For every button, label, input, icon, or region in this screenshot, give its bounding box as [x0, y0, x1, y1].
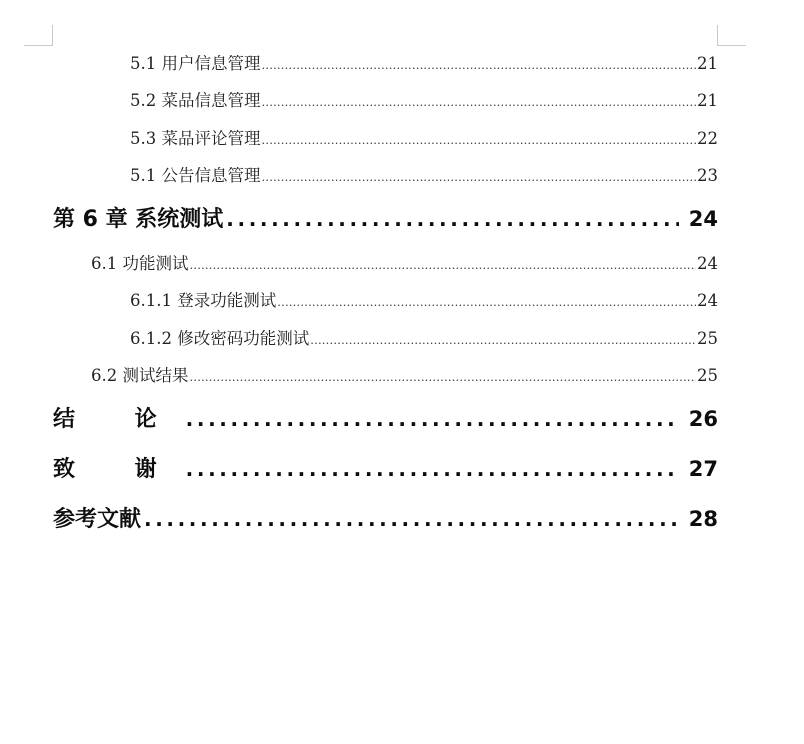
toc-page-number: 25	[697, 329, 718, 348]
toc-entry-title: 5.1 用户信息管理	[130, 54, 261, 73]
toc-entry-5-1-user-info[interactable]	[130, 52, 718, 76]
dot-leader	[186, 453, 679, 485]
toc-chapter-title: 第 6 章 系统测试	[53, 207, 224, 232]
toc-page-number: 23	[697, 166, 718, 185]
toc-page-number: 25	[697, 366, 718, 385]
toc-entry-5-1-notice-info[interactable]	[130, 164, 718, 188]
toc-page-number: 27	[688, 457, 718, 481]
toc-entry-title: 6.1 功能测试	[91, 254, 189, 273]
dot-leader	[262, 128, 697, 152]
toc-chapter-title: 结 论	[53, 407, 183, 432]
dot-leader	[262, 165, 697, 189]
dot-leader	[190, 365, 697, 389]
dot-leader	[310, 328, 696, 352]
toc-page-number: 24	[697, 291, 718, 310]
dot-leader	[190, 253, 697, 277]
dot-leader	[262, 90, 697, 114]
toc-entry-title: 6.1.1 登录功能测试	[130, 291, 277, 310]
toc-page-number: 22	[697, 129, 718, 148]
toc-entry-conclusion[interactable]	[53, 403, 718, 435]
toc-entry-title: 6.2 测试结果	[91, 366, 189, 385]
toc-page-number: 24	[697, 254, 718, 273]
dot-leader	[144, 503, 679, 535]
toc-page-number: 21	[697, 54, 718, 73]
toc-page-number: 26	[688, 407, 718, 431]
toc-page-number: 28	[688, 507, 718, 531]
toc-entry-acknowledgement[interactable]	[53, 453, 718, 485]
toc-entry-chapter-6[interactable]	[53, 203, 718, 235]
dot-leader	[277, 290, 696, 314]
toc-chapter-title: 参考文献	[53, 507, 142, 532]
toc-entry-6-1-function-test[interactable]	[91, 252, 718, 276]
toc-entry-title: 5.1 公告信息管理	[130, 166, 261, 185]
toc-entry-title: 6.1.2 修改密码功能测试	[130, 329, 310, 348]
dot-leader	[226, 203, 678, 235]
toc-entry-6-1-1-login-test[interactable]	[130, 289, 718, 313]
toc-entry-title: 5.3 菜品评论管理	[130, 129, 261, 148]
toc-entry-5-3-dish-review[interactable]	[130, 127, 718, 151]
toc-entry-6-1-2-password-test[interactable]	[130, 327, 718, 351]
toc-chapter-title: 致 谢	[53, 457, 183, 482]
dot-leader	[186, 403, 679, 435]
toc-entry-6-2-test-results[interactable]	[91, 364, 718, 388]
toc-entry-references[interactable]	[53, 503, 718, 535]
dot-leader	[262, 53, 697, 77]
toc-entry-5-2-dish-info[interactable]	[130, 89, 718, 113]
toc-page-number: 21	[697, 91, 718, 110]
toc-entry-title: 5.2 菜品信息管理	[130, 91, 261, 110]
toc-page-number: 24	[688, 207, 718, 231]
